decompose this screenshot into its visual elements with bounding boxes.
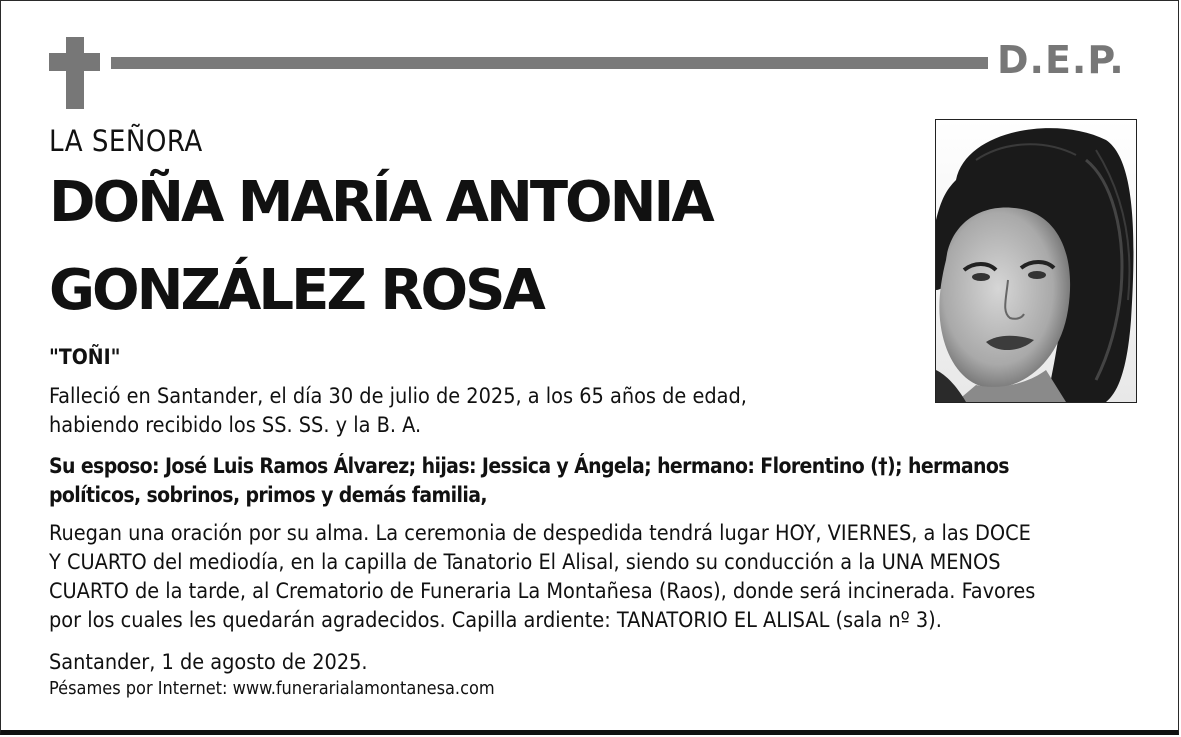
condolences-website: Pésames por Internet: www.funerarialamontanesa.com [49,678,495,699]
ceremony-details-line: por los cuales les quedarán agradecidos. Capilla ardiente: TANATORIO EL ALISAL (sala nº 3). [49,608,942,633]
header-rule [111,57,988,69]
dep-label: D.E.P. [997,38,1125,82]
nickname: "TOÑI" [49,345,121,369]
place-date: Santander, 1 de agosto de 2025. [49,650,368,675]
honorific: LA SEÑORA [49,124,203,158]
ceremony-details-line: CUARTO de la tarde, al Crematorio de Funeraria La Montañesa (Raos), donde será incinerada. Favores [49,579,1036,604]
portrait-image [936,120,1136,402]
death-notice-line: habiendo recibido los SS. SS. y la B. A. [49,413,422,438]
family-members [49,452,1009,510]
portrait-photo [935,119,1137,403]
death-notice [49,382,747,440]
cross-icon-bar [49,53,100,71]
death-notice-line: Falleció en Santander, el día 30 de julio de 2025, a los 65 años de edad, [49,384,747,409]
family-members-line: políticos, sobrinos, primos y demás familia, [49,483,487,507]
ceremony-details-line: Y CUARTO del mediodía, en la capilla de Tanatorio El Alisal, siendo su conducción a la UNA MENOS [49,550,1001,575]
ceremony-details-line: Ruegan una oración por su alma. La ceremonia de despedida tendrá lugar HOY, VIERNES, a las DOCE [49,521,1031,546]
family-members-line: Su esposo: José Luis Ramos Álvarez; hijas: Jessica y Ángela; hermano: Florentino (†); hermanos [49,454,1009,478]
cross-icon [66,37,84,109]
ceremony-details [49,519,1035,635]
deceased-name-line-1: DOÑA MARÍA ANTONIA [49,170,712,235]
deceased-name-line-2: GONZÁLEZ ROSA [49,258,543,323]
